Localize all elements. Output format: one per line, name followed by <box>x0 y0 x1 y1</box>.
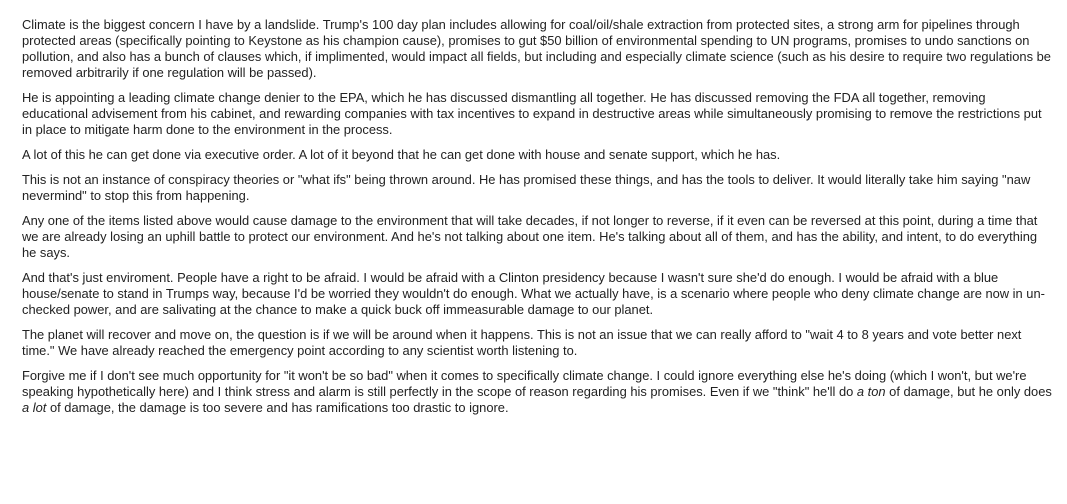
paragraph-6: And that's just enviroment. People have a right to be afraid. I would be afraid with a Clinton presidency because I wasn't sure she'd do enough. I would be afraid with a blue house/senate to stand in Trumps way, because I'd be worried they wouldn't do enough. What we actually have, is a scenario where people who deny climate change are now in un-checked power, and are salivating at the chance to make a quick buck off immeasurable damage to our planet. <box>22 270 1045 317</box>
emphasis-a-lot: a lot <box>22 400 47 415</box>
paragraph-2: He is appointing a leading climate change denier to the EPA, which he has discussed dismantling all together. He has discussed removing the FDA all together, removing educational advisement from his cabinet, and rewarding companies with tax incentives to expand in destructive areas while simultaneously promising to remove the restrictions put in place to mitigate harm done to the environment in the process. <box>22 90 1042 137</box>
paragraph-5: Any one of the items listed above would cause damage to the environment that will take decades, if not longer to reverse, if it even can be reversed at this point, during a time that we are already losing an uphill battle to protect our environment. And he's not talking about one item. He's talking about all of them, and has the ability, and intent, to do everything he says. <box>22 213 1038 260</box>
paragraph-7: The planet will recover and move on, the question is if we will be around when it happens. This is not an issue that we can really afford to "wait 4 to 8 years and vote better next time." We have already reached the emergency point according to any scientist worth listening to. <box>22 327 1022 358</box>
emphasis-a-ton: a ton <box>856 384 886 399</box>
comment-body <box>22 17 1052 425</box>
paragraph-8-text-3: of damage, the damage is too severe and has ramifications too drastic to ignore. <box>46 400 509 415</box>
paragraph-8-text-1: Forgive me if I don't see much opportunity for "it won't be so bad" when it comes to specifically climate change. I could ignore everything else he's doing (which I won't, but we're speaking hypothetically here) and I think stress and alarm is still perfectly in the scope of reason regarding his promises. Even if we "think" he'll do <box>22 368 1027 399</box>
paragraph-8-text-2: of damage, but he only does <box>885 384 1052 399</box>
paragraph-8 <box>22 368 1052 416</box>
paragraph-4: This is not an instance of conspiracy theories or "what ifs" being thrown around. He has promised these things, and has the tools to deliver. It would literally take him saying "naw nevermind" to stop this from happening. <box>22 172 1031 203</box>
paragraph-1: Climate is the biggest concern I have by a landslide. Trump's 100 day plan includes allowing for coal/oil/shale extraction from protected sites, a strong arm for pipelines through protected areas (specifically pointing to Keystone as his champion cause), promises to gut $50 billion of environmental spending to UN programs, promises to undo sanctions on pollution, and also has a bunch of clauses which, if implimented, would impact all fields, but including and especially climate science (such as his desire to require two regulations be removed arbitrarily if one regulation will be passed). <box>22 17 1051 80</box>
paragraph-3: A lot of this he can get done via executive order. A lot of it beyond that he can get done with house and senate support, which he has. <box>22 147 781 162</box>
